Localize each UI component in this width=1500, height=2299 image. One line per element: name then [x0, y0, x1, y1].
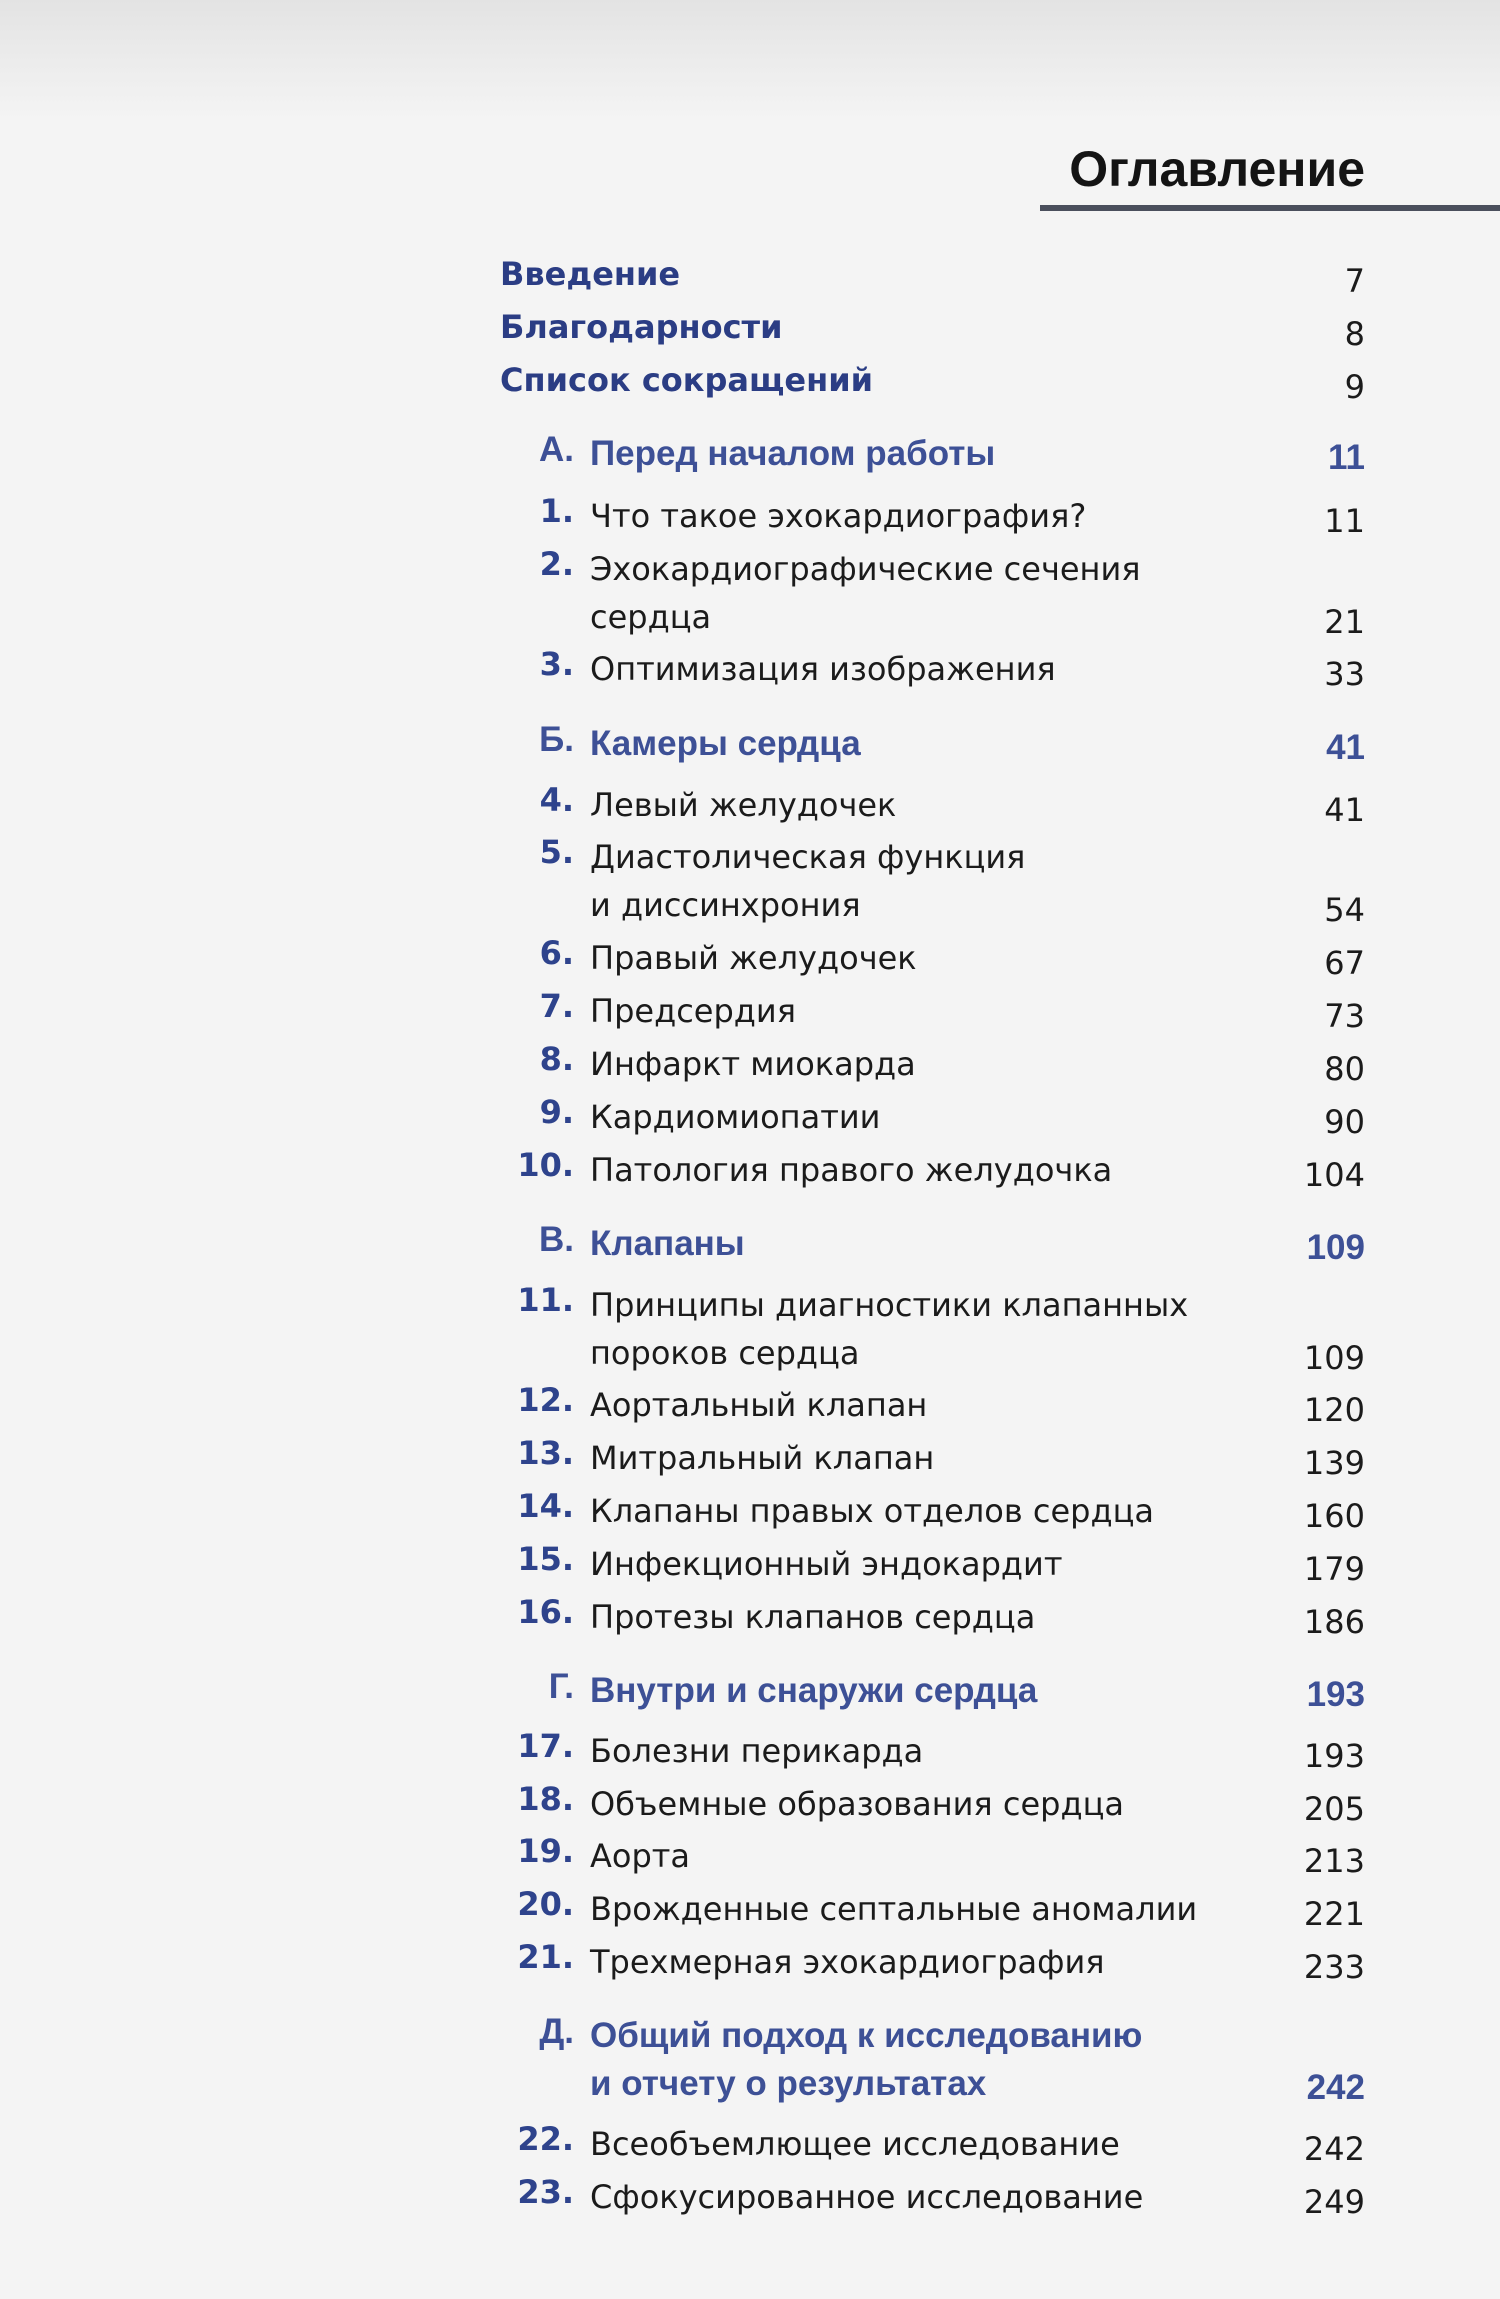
toc-chapter-entry[interactable] — [500, 1780, 1365, 1828]
chapter-number: 22. — [517, 2120, 574, 2158]
chapter-page: 54 — [1324, 891, 1365, 929]
chapter-title: Митральный клапан — [590, 1439, 935, 1477]
chapter-page: 11 — [1324, 502, 1365, 540]
chapter-page: 80 — [1324, 1050, 1365, 1088]
entry-title: Список сокращений — [500, 361, 874, 399]
chapter-page: 205 — [1303, 1790, 1365, 1828]
toc-section-heading[interactable] — [500, 2012, 1365, 2108]
chapter-number: 17. — [517, 1727, 574, 1765]
section-title: Перед началом работы — [590, 434, 996, 473]
chapter-title: Всеобъемлющее исследование — [590, 2125, 1120, 2163]
chapter-number: 15. — [517, 1540, 574, 1578]
chapter-number: 6. — [539, 934, 574, 972]
chapter-title: Инфаркт миокарда — [590, 1045, 916, 1083]
toc-chapter-entry[interactable] — [500, 2173, 1365, 2221]
toc-chapter-entry[interactable] — [500, 1885, 1365, 1933]
chapter-number: 4. — [539, 781, 574, 819]
chapter-page: 179 — [1303, 1550, 1365, 1588]
chapter-page: 193 — [1303, 1737, 1365, 1775]
title-underline — [1040, 205, 1500, 211]
toc-chapter-entry[interactable] — [500, 781, 1365, 829]
toc-chapter-entry[interactable] — [500, 934, 1365, 982]
toc-section-heading[interactable] — [500, 1220, 1365, 1268]
toc-section-heading[interactable] — [500, 720, 1365, 768]
chapter-page: 90 — [1324, 1103, 1365, 1141]
toc-chapter-entry[interactable] — [500, 1434, 1365, 1482]
chapter-page: 139 — [1303, 1444, 1365, 1482]
section-letter: В. — [539, 1220, 574, 1259]
toc-chapter-entry[interactable] — [500, 645, 1365, 693]
toc-chapter-entry[interactable] — [500, 987, 1365, 1035]
chapter-page: 109 — [1303, 1339, 1365, 1377]
chapter-page: 221 — [1303, 1895, 1365, 1933]
section-title-continuation: и отчету о результатах — [590, 2064, 987, 2103]
chapter-page: 67 — [1324, 944, 1365, 982]
chapter-title: Что такое эхокардиография? — [590, 497, 1087, 535]
chapter-title-continuation: и диссинхрония — [590, 886, 861, 924]
section-page: 242 — [1306, 2068, 1365, 2107]
chapter-title: Протезы клапанов сердца — [590, 1598, 1036, 1636]
entry-page: 7 — [1344, 262, 1365, 300]
chapter-number: 2. — [539, 545, 574, 583]
chapter-number: 7. — [539, 987, 574, 1025]
section-title: Внутри и снаружи сердца — [590, 1671, 1038, 1710]
chapter-page: 73 — [1324, 997, 1365, 1035]
chapter-page: 233 — [1303, 1948, 1365, 1986]
chapter-page: 104 — [1303, 1156, 1365, 1194]
toc-chapter-entry[interactable] — [500, 1281, 1365, 1377]
entry-page: 9 — [1344, 368, 1365, 406]
section-title: Общий подход к исследованию — [590, 2016, 1143, 2055]
entry-page: 8 — [1344, 315, 1365, 353]
chapter-number: 21. — [517, 1938, 574, 1976]
chapter-number: 3. — [539, 645, 574, 683]
chapter-number: 5. — [539, 833, 574, 871]
chapter-title: Аортальный клапан — [590, 1386, 928, 1424]
chapter-number: 9. — [539, 1093, 574, 1131]
toc-chapter-entry[interactable] — [500, 1938, 1365, 1986]
chapter-title: Сфокусированное исследование — [590, 2178, 1144, 2216]
chapter-number: 1. — [539, 492, 574, 530]
chapter-number: 23. — [517, 2173, 574, 2211]
chapter-page: 41 — [1324, 791, 1365, 829]
toc-chapter-entry[interactable] — [500, 1381, 1365, 1429]
toc-chapter-entry[interactable] — [500, 1487, 1365, 1535]
chapter-number: 16. — [517, 1593, 574, 1631]
chapter-page: 186 — [1303, 1603, 1365, 1641]
chapter-title: Оптимизация изображения — [590, 650, 1056, 688]
toc-chapter-entry[interactable] — [500, 1093, 1365, 1141]
section-letter: А. — [539, 430, 574, 469]
section-page: 193 — [1306, 1675, 1365, 1714]
chapter-title: Трехмерная эхокардиография — [590, 1943, 1105, 1981]
section-page: 109 — [1306, 1228, 1365, 1267]
chapter-title: Клапаны правых отделов сердца — [590, 1492, 1154, 1530]
chapter-page: 160 — [1303, 1497, 1365, 1535]
section-title: Камеры сердца — [590, 724, 861, 763]
section-title: Клапаны — [590, 1224, 745, 1263]
toc-front-entry[interactable] — [500, 354, 1365, 406]
toc-front-entry[interactable] — [500, 248, 1365, 300]
chapter-page: 213 — [1303, 1842, 1365, 1880]
chapter-number: 18. — [517, 1780, 574, 1818]
toc-chapter-entry[interactable] — [500, 1593, 1365, 1641]
chapter-title: Принципы диагностики клапанных — [590, 1286, 1189, 1324]
page-title: Оглавление — [1069, 141, 1365, 197]
chapter-title: Левый желудочек — [590, 786, 897, 824]
toc-front-entry[interactable] — [500, 301, 1365, 353]
chapter-title: Врожденные септальные аномалии — [590, 1890, 1198, 1928]
chapter-page: 249 — [1303, 2183, 1365, 2221]
section-page: 41 — [1326, 728, 1365, 767]
chapter-title: Инфекционный эндокардит — [590, 1545, 1063, 1583]
chapter-title-continuation: пороков сердца — [590, 1334, 860, 1372]
chapter-title: Аорта — [590, 1837, 691, 1875]
top-shadow — [0, 0, 1500, 120]
chapter-title: Патология правого желудочка — [590, 1151, 1113, 1189]
chapter-title: Объемные образования сердца — [590, 1785, 1124, 1823]
section-letter: Б. — [539, 720, 574, 759]
chapter-title: Правый желудочек — [590, 939, 917, 977]
toc-chapter-entry[interactable] — [500, 2120, 1365, 2168]
section-letter: Г. — [548, 1667, 574, 1706]
section-letter: Д. — [539, 2012, 574, 2051]
toc-chapter-entry[interactable] — [500, 1040, 1365, 1088]
toc-chapter-entry[interactable] — [500, 545, 1365, 641]
chapter-page: 33 — [1324, 655, 1365, 693]
section-page: 11 — [1328, 438, 1365, 477]
chapter-number: 8. — [539, 1040, 574, 1078]
chapter-number: 10. — [517, 1146, 574, 1184]
toc-chapter-entry[interactable] — [500, 1727, 1365, 1775]
toc-chapter-entry[interactable] — [500, 833, 1365, 929]
entry-title: Благодарности — [500, 308, 783, 346]
chapter-number: 13. — [517, 1434, 574, 1472]
toc-chapter-entry[interactable] — [500, 492, 1365, 540]
chapter-number: 12. — [517, 1381, 574, 1419]
toc-section-heading[interactable] — [500, 1667, 1365, 1715]
chapter-page: 242 — [1303, 2130, 1365, 2168]
chapter-title: Эхокардиографические сечения — [590, 550, 1141, 588]
chapter-title-continuation: сердца — [590, 598, 712, 636]
entry-title: Введение — [500, 255, 681, 293]
toc-chapter-entry[interactable] — [500, 1146, 1365, 1194]
chapter-title: Кардиомиопатии — [590, 1098, 881, 1136]
chapter-title: Диастолическая функция — [590, 838, 1026, 876]
toc-chapter-entry[interactable] — [500, 1832, 1365, 1880]
chapter-number: 11. — [517, 1281, 574, 1319]
toc-section-heading[interactable] — [500, 430, 1365, 478]
toc-chapter-entry[interactable] — [500, 1540, 1365, 1588]
chapter-title: Болезни перикарда — [590, 1732, 924, 1770]
chapter-number: 19. — [517, 1832, 574, 1870]
chapter-number: 20. — [517, 1885, 574, 1923]
chapter-page: 120 — [1303, 1391, 1365, 1429]
chapter-title: Предсердия — [590, 992, 796, 1030]
chapter-page: 21 — [1324, 603, 1365, 641]
chapter-number: 14. — [517, 1487, 574, 1525]
